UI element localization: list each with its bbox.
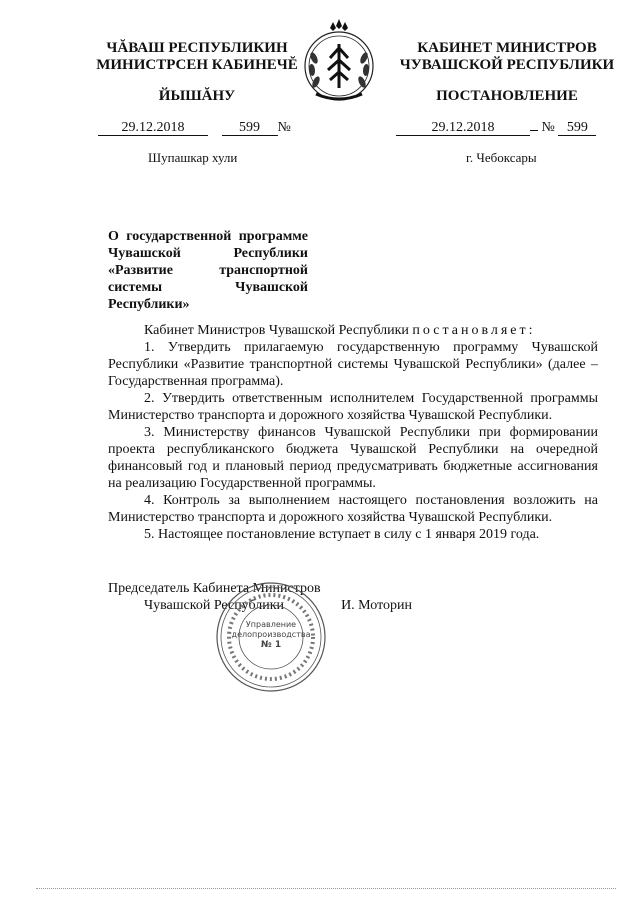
intro-text: Кабинет Министров Чувашской Республики [144, 323, 409, 338]
header-right [392, 40, 622, 74]
header-right-line2: ЧУВАШСКОЙ РЕСПУБЛИКИ [399, 57, 615, 73]
footer-divider [36, 886, 616, 889]
header-left [92, 40, 302, 74]
date-right: 29.12.2018 [396, 120, 530, 136]
stamp-line1: Управление [245, 620, 297, 629]
number-right: 599 [558, 120, 596, 136]
document-subject: О государственной программе Чувашской Республики «Развитие транспортной системы Чувашской Республики» [108, 229, 308, 312]
date-line-left [98, 120, 291, 136]
stamp-line2: делопроизводства [231, 630, 311, 639]
number-sign-right: № [541, 120, 555, 135]
body-item: 3. Министерству финансов Чувашской Республики при формировании проекта республиканского бюджета Чувашской Республики на очередной финансовый год и плановый период предусматривать бюджетные ассигнования на реализацию Государственной программы. [108, 425, 598, 491]
header-left-line1: ЧĂВАШ РЕСПУБЛИКИН [106, 40, 288, 56]
date-line-right [396, 120, 596, 136]
doctype-left: ЙЫШĂНУ [158, 88, 236, 104]
doctype-right: ПОСТАНОВЛЕНИЕ [436, 88, 578, 104]
number-left: 599 [222, 120, 278, 136]
stamp-text [214, 620, 328, 650]
signature-org: Чувашской Республики [144, 598, 285, 613]
official-stamp [214, 580, 328, 694]
intro-verb: постановляет: [412, 323, 536, 338]
header-right-line1: КАБИНЕТ МИНИСТРОВ [417, 40, 597, 56]
document-body [108, 322, 598, 543]
body-item: 4. Контроль за выполнением настоящего постановления возложить на Министерство транспорта и дорожного хозяйства Чувашской Республики. [108, 493, 598, 525]
signature-title: Председатель Кабинета Министров [108, 581, 321, 596]
city-right: г. Чебоксары [466, 150, 537, 165]
header-left-line2: МИНИСТРСЕН КАБИНЕЧĔ [96, 57, 298, 73]
signature-name: И. Моторин [341, 598, 413, 613]
city-left: Шупашкар хули [148, 150, 238, 165]
number-sign-left: № [277, 120, 291, 135]
coat-of-arms-emblem [300, 18, 378, 104]
body-item: 2. Утвердить ответственным исполнителем Государственной программы Министерство транспорта и дорожного хозяйства Чувашской Республики. [108, 391, 598, 423]
date-left: 29.12.2018 [98, 120, 208, 136]
coat-of-arms-icon [300, 18, 378, 104]
intro-paragraph [108, 322, 598, 339]
body-item: 1. Утвердить прилагаемую государственную программу Чувашской Республики «Развитие транспортной системы Чувашской Республики» (далее – Государственная программа). [108, 340, 598, 389]
body-item: 5. Настоящее постановление вступает в силу с 1 января 2019 года. [144, 527, 540, 542]
stamp-line3: № 1 [260, 640, 282, 650]
